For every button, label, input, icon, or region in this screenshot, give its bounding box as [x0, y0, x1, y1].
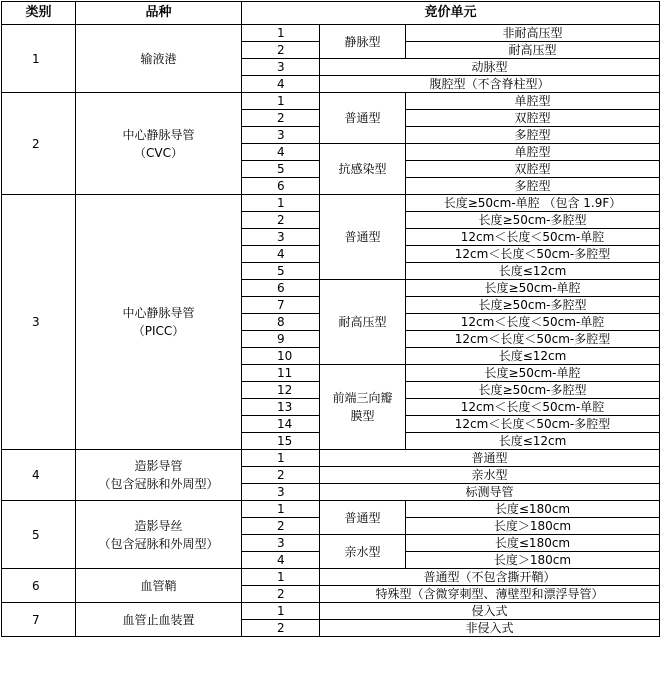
bidding-unit: 长度≥50cm-单腔: [406, 365, 660, 382]
subtype: 普通型: [320, 501, 406, 535]
variety-name: [76, 93, 242, 195]
bidding-unit: 12cm＜长度＜50cm-多腔型: [406, 331, 660, 348]
variety-name-line2: （包含冠脉和外周型）: [98, 477, 219, 491]
item-number: 2: [242, 467, 320, 484]
table-row: [2, 569, 660, 586]
bidding-unit: 动脉型: [320, 59, 660, 76]
subtype: 抗感染型: [320, 144, 406, 195]
bidding-unit: 普通型: [320, 450, 660, 467]
bidding-unit: 腹腔型（不含脊柱型）: [320, 76, 660, 93]
bidding-unit: 12cm＜长度＜50cm-单腔: [406, 229, 660, 246]
item-number: 4: [242, 246, 320, 263]
item-number: 14: [242, 416, 320, 433]
item-number: 1: [242, 450, 320, 467]
item-number: 12: [242, 382, 320, 399]
table-row: [2, 501, 660, 518]
item-number: 4: [242, 552, 320, 569]
bidding-unit: 标测导管: [320, 484, 660, 501]
variety-name: 输液港: [76, 25, 242, 93]
table-row: [2, 450, 660, 467]
subtype-line2: 膜型: [350, 409, 375, 423]
bidding-unit-table: [1, 1, 660, 637]
variety-name: [76, 195, 242, 450]
category-number: 5: [2, 501, 76, 569]
item-number: 2: [242, 42, 320, 59]
bidding-unit: 双腔型: [406, 110, 660, 127]
table-row: [2, 195, 660, 212]
bidding-unit: 多腔型: [406, 127, 660, 144]
bidding-unit: 非侵入式: [320, 620, 660, 637]
bidding-unit: 12cm＜长度＜50cm-单腔: [406, 314, 660, 331]
bidding-unit: 长度＞180cm: [406, 518, 660, 535]
bidding-unit: 单腔型: [406, 144, 660, 161]
bidding-unit: 长度≤180cm: [406, 535, 660, 552]
bidding-unit: 长度≥50cm-单腔 （包含 1.9F）: [406, 195, 660, 212]
variety-name: 血管止血装置: [76, 603, 242, 637]
item-number: 1: [242, 93, 320, 110]
item-number: 2: [242, 110, 320, 127]
item-number: 15: [242, 433, 320, 450]
header-category: 类别: [2, 2, 76, 25]
category-number: 7: [2, 603, 76, 637]
variety-name-line2: （包含冠脉和外周型）: [98, 536, 219, 551]
item-number: 2: [242, 518, 320, 535]
bidding-unit: 双腔型: [406, 161, 660, 178]
subtype: 静脉型: [320, 25, 406, 59]
bidding-unit: 长度≥50cm-单腔: [406, 280, 660, 297]
bidding-unit: 侵入式: [320, 603, 660, 620]
bidding-unit: 普通型（不包含撕开鞘）: [320, 569, 660, 586]
item-number: 10: [242, 348, 320, 365]
item-number: 2: [242, 212, 320, 229]
item-number: 3: [242, 484, 320, 501]
item-number: 9: [242, 331, 320, 348]
bidding-unit: 长度≥50cm-多腔型: [406, 297, 660, 314]
variety-name-line1: 中心静脉导管: [122, 127, 195, 142]
bidding-unit: 长度≤180cm: [406, 501, 660, 518]
subtype: [320, 365, 406, 450]
header-variety: 品种: [76, 2, 242, 25]
item-number: 6: [242, 178, 320, 195]
item-number: 1: [242, 501, 320, 518]
bidding-unit: 特殊型（含微穿刺型、薄壁型和漂浮导管）: [320, 586, 660, 603]
bidding-unit: 长度≥50cm-多腔型: [406, 212, 660, 229]
item-number: 1: [242, 195, 320, 212]
variety-name: 血管鞘: [76, 569, 242, 603]
bidding-unit: 长度≥50cm-多腔型: [406, 382, 660, 399]
item-number: 3: [242, 535, 320, 552]
bidding-unit: 耐高压型: [406, 42, 660, 59]
subtype: 普通型: [320, 93, 406, 144]
bidding-unit: 12cm＜长度＜50cm-多腔型: [406, 416, 660, 433]
category-number: 2: [2, 93, 76, 195]
item-number: 11: [242, 365, 320, 382]
variety-name: [76, 450, 242, 501]
item-number: 3: [242, 229, 320, 246]
item-number: 3: [242, 59, 320, 76]
item-number: 2: [242, 620, 320, 637]
bidding-unit: 长度＞180cm: [406, 552, 660, 569]
variety-name: [76, 501, 242, 569]
header-row: [2, 2, 660, 25]
item-number: 5: [242, 263, 320, 280]
bidding-unit: 长度≤12cm: [406, 348, 660, 365]
bidding-unit: 长度≤12cm: [406, 263, 660, 280]
variety-name-line1: 造影导丝: [134, 518, 183, 533]
subtype: 亲水型: [320, 535, 406, 569]
item-number: 8: [242, 314, 320, 331]
table-row: [2, 93, 660, 110]
item-number: 1: [242, 603, 320, 620]
item-number: 6: [242, 280, 320, 297]
item-number: 4: [242, 76, 320, 93]
bidding-unit: 多腔型: [406, 178, 660, 195]
item-number: 1: [242, 569, 320, 586]
bidding-unit: 亲水型: [320, 467, 660, 484]
category-number: 3: [2, 195, 76, 450]
item-number: 3: [242, 127, 320, 144]
variety-name-line1: 中心静脉导管: [122, 306, 195, 320]
bidding-unit: 12cm＜长度＜50cm-多腔型: [406, 246, 660, 263]
item-number: 5: [242, 161, 320, 178]
category-number: 1: [2, 25, 76, 93]
subtype-line1: 前端三向瓣: [332, 391, 393, 405]
bidding-unit: 长度≤12cm: [406, 433, 660, 450]
category-number: 6: [2, 569, 76, 603]
item-number: 7: [242, 297, 320, 314]
subtype: 普通型: [320, 195, 406, 280]
subtype: 耐高压型: [320, 280, 406, 365]
table-row: [2, 603, 660, 620]
bidding-unit: 12cm＜长度＜50cm-单腔: [406, 399, 660, 416]
variety-name-line1: 造影导管: [134, 459, 183, 473]
item-number: 2: [242, 586, 320, 603]
table-row: [2, 25, 660, 42]
bidding-unit: 非耐高压型: [406, 25, 660, 42]
item-number: 1: [242, 25, 320, 42]
header-bidding-unit: 竞价单元: [242, 2, 660, 25]
variety-name-line2: （PICC）: [132, 324, 185, 338]
item-number: 13: [242, 399, 320, 416]
bidding-unit: 单腔型: [406, 93, 660, 110]
item-number: 4: [242, 144, 320, 161]
category-number: 4: [2, 450, 76, 501]
variety-name-line2: （CVC）: [134, 145, 183, 160]
